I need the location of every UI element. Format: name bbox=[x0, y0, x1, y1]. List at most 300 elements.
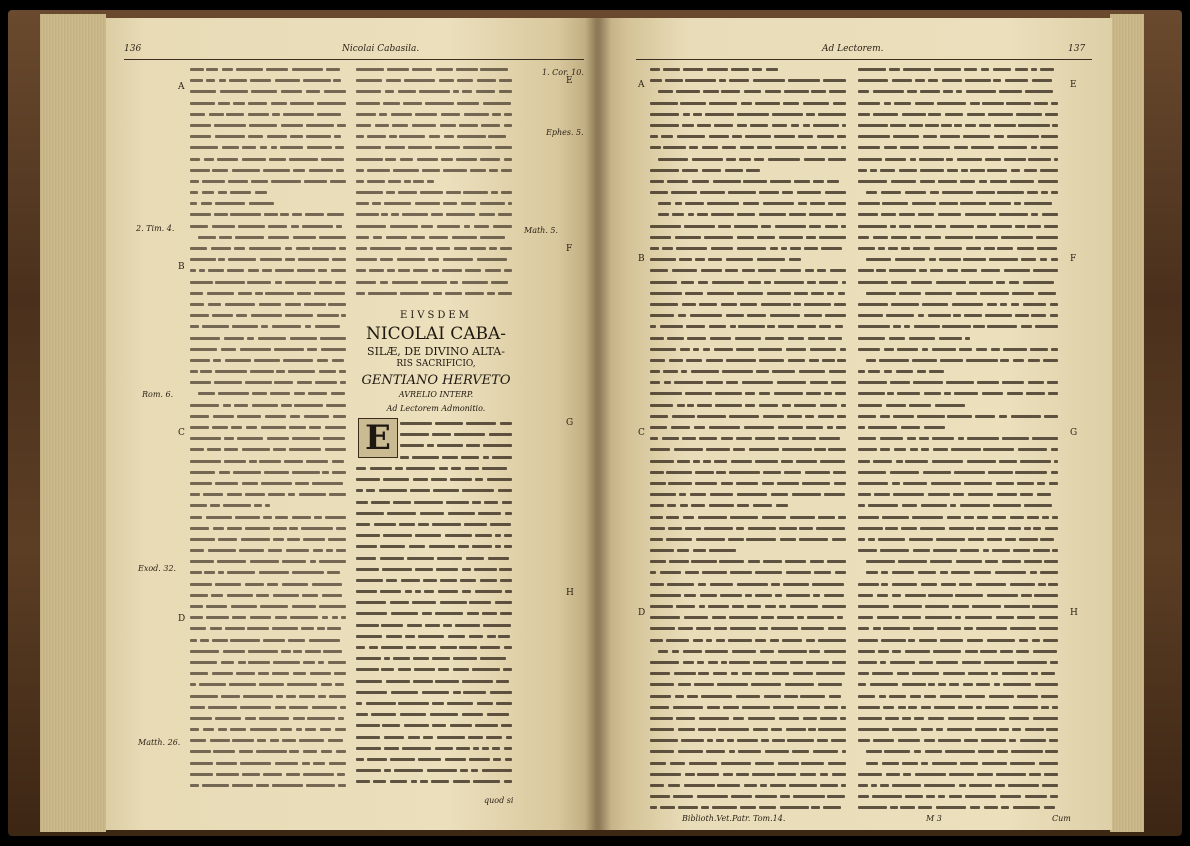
text-line bbox=[356, 463, 512, 474]
text-line bbox=[190, 232, 346, 243]
right-margin-letter-e: E bbox=[1070, 80, 1077, 90]
text-line bbox=[650, 512, 846, 523]
text-line bbox=[858, 691, 1058, 702]
heading-title-2: RIS SACRIFICIO, bbox=[396, 359, 476, 369]
text-line bbox=[356, 176, 512, 187]
text-line bbox=[356, 709, 512, 720]
text-line bbox=[858, 556, 1058, 567]
text-line bbox=[356, 743, 512, 754]
text-line bbox=[190, 109, 346, 120]
text-line bbox=[650, 187, 846, 198]
text-line bbox=[858, 254, 1058, 265]
text-line bbox=[190, 209, 346, 220]
side-note-math: Math. 5. bbox=[524, 226, 559, 235]
text-line bbox=[858, 444, 1058, 455]
text-line bbox=[190, 635, 346, 646]
text-line bbox=[650, 333, 846, 344]
text-line bbox=[356, 776, 512, 787]
text-line bbox=[650, 802, 846, 813]
text-line bbox=[190, 243, 346, 254]
heading-admonitio: Ad Lectorem Admonitio. bbox=[386, 404, 486, 413]
text-line bbox=[190, 500, 346, 511]
left-column-1 bbox=[190, 64, 346, 791]
text-line bbox=[650, 377, 846, 388]
text-line bbox=[356, 608, 512, 619]
right-page bbox=[596, 18, 1112, 830]
text-line bbox=[858, 657, 1058, 668]
text-line bbox=[190, 579, 346, 590]
text-line bbox=[858, 321, 1058, 332]
side-note-ephes: Ephes. 5. bbox=[546, 128, 584, 137]
text-line bbox=[190, 724, 346, 735]
left-catchword: quod si bbox=[484, 796, 514, 805]
text-line bbox=[190, 769, 346, 780]
text-line bbox=[858, 198, 1058, 209]
right-column-2 bbox=[858, 64, 1058, 814]
text-line bbox=[190, 489, 346, 500]
text-line bbox=[356, 530, 512, 541]
text-line bbox=[858, 388, 1058, 399]
left-running-title: Nicolai Cabasila. bbox=[342, 44, 420, 54]
left-page-number: 136 bbox=[124, 44, 142, 54]
text-line bbox=[190, 612, 346, 623]
text-line bbox=[356, 720, 512, 731]
text-line bbox=[356, 575, 512, 586]
text-line bbox=[650, 355, 846, 366]
text-line bbox=[356, 288, 512, 299]
text-line bbox=[650, 780, 846, 791]
text-line bbox=[650, 545, 846, 556]
text-line bbox=[858, 478, 1058, 489]
text-line bbox=[858, 344, 1058, 355]
text-line bbox=[190, 377, 346, 388]
text-line bbox=[190, 221, 346, 232]
text-line bbox=[190, 98, 346, 109]
left-inner-letter-g: G bbox=[566, 418, 574, 428]
text-line bbox=[650, 86, 846, 97]
text-line bbox=[650, 120, 846, 131]
text-line bbox=[190, 176, 346, 187]
text-line bbox=[190, 691, 346, 702]
text-line bbox=[650, 388, 846, 399]
left-inner-letter-h: H bbox=[566, 588, 574, 598]
text-line bbox=[356, 586, 512, 597]
text-line bbox=[400, 452, 512, 463]
text-line bbox=[858, 713, 1058, 724]
text-line bbox=[190, 758, 346, 769]
text-line bbox=[190, 590, 346, 601]
text-line bbox=[190, 400, 346, 411]
text-line bbox=[650, 724, 846, 735]
right-margin-letter-d: D bbox=[638, 608, 646, 618]
text-line bbox=[356, 485, 512, 496]
text-line bbox=[858, 176, 1058, 187]
text-line bbox=[356, 676, 512, 687]
text-line bbox=[650, 623, 846, 634]
text-line bbox=[356, 474, 512, 485]
text-line bbox=[190, 187, 346, 198]
left-margin-letter-b: B bbox=[178, 262, 185, 272]
text-line bbox=[650, 198, 846, 209]
text-line bbox=[858, 310, 1058, 321]
text-line bbox=[190, 523, 346, 534]
right-margin-letter-c: C bbox=[638, 428, 645, 438]
text-line bbox=[356, 254, 512, 265]
text-line bbox=[190, 321, 346, 332]
text-line bbox=[356, 631, 512, 642]
left-margin-letter-d: D bbox=[178, 614, 186, 624]
text-line bbox=[650, 601, 846, 612]
text-line bbox=[858, 288, 1058, 299]
text-line bbox=[858, 489, 1058, 500]
heading-title-1: SILÆ, DE DIVINO ALTA- bbox=[367, 345, 505, 358]
text-line bbox=[858, 623, 1058, 634]
side-note-tim: 2. Tim. 4. bbox=[136, 224, 175, 233]
text-line bbox=[650, 265, 846, 276]
text-line bbox=[356, 497, 512, 508]
text-line bbox=[650, 523, 846, 534]
text-line bbox=[190, 534, 346, 545]
text-line bbox=[190, 366, 346, 377]
text-line bbox=[650, 98, 846, 109]
text-line bbox=[650, 713, 846, 724]
text-line bbox=[190, 713, 346, 724]
text-line bbox=[356, 564, 512, 575]
text-line bbox=[190, 344, 346, 355]
text-line bbox=[858, 791, 1058, 802]
text-line bbox=[190, 456, 346, 467]
text-line bbox=[650, 221, 846, 232]
left-column-2-beside-initial bbox=[400, 418, 512, 463]
heading-eiusdem: EIVSDEM bbox=[400, 310, 472, 321]
left-page bbox=[106, 18, 596, 830]
text-line bbox=[356, 277, 512, 288]
text-line bbox=[650, 176, 846, 187]
text-line bbox=[650, 590, 846, 601]
text-line bbox=[190, 444, 346, 455]
text-line bbox=[858, 299, 1058, 310]
text-line bbox=[190, 265, 346, 276]
text-line bbox=[858, 120, 1058, 131]
text-line bbox=[650, 702, 846, 713]
text-line bbox=[650, 109, 846, 120]
text-line bbox=[858, 635, 1058, 646]
text-line bbox=[650, 746, 846, 757]
text-line bbox=[858, 512, 1058, 523]
text-line bbox=[356, 109, 512, 120]
text-line bbox=[858, 366, 1058, 377]
right-footer-signature: Biblioth.Vet.Patr. Tom.14. bbox=[682, 814, 786, 823]
text-line bbox=[858, 377, 1058, 388]
text-line bbox=[356, 221, 512, 232]
text-line bbox=[650, 467, 846, 478]
text-line bbox=[858, 780, 1058, 791]
text-line bbox=[858, 601, 1058, 612]
left-running-head bbox=[124, 44, 584, 58]
text-line bbox=[650, 64, 846, 75]
text-line bbox=[650, 612, 846, 623]
text-line bbox=[356, 698, 512, 709]
text-line bbox=[356, 64, 512, 75]
page-edges-right bbox=[1110, 14, 1144, 832]
text-line bbox=[858, 221, 1058, 232]
left-margin-letter-a: A bbox=[178, 82, 185, 92]
right-catchword: Cum bbox=[1052, 814, 1071, 823]
heading-interp: AVRELIO INTERP. bbox=[398, 390, 474, 399]
text-line bbox=[190, 120, 346, 131]
text-line bbox=[858, 500, 1058, 511]
text-line bbox=[650, 422, 846, 433]
text-line bbox=[650, 433, 846, 444]
text-line bbox=[858, 679, 1058, 690]
text-line bbox=[190, 746, 346, 757]
left-margin-letter-c: C bbox=[178, 428, 185, 438]
text-line bbox=[650, 400, 846, 411]
text-line bbox=[356, 232, 512, 243]
text-line bbox=[356, 86, 512, 97]
text-line bbox=[650, 75, 846, 86]
text-line bbox=[190, 702, 346, 713]
text-line bbox=[356, 765, 512, 776]
right-margin-letter-f: F bbox=[1070, 254, 1077, 264]
text-line bbox=[400, 429, 512, 440]
initial-letter-block bbox=[358, 418, 398, 458]
text-line bbox=[650, 310, 846, 321]
text-line bbox=[400, 440, 512, 451]
text-line bbox=[858, 567, 1058, 578]
text-line bbox=[858, 232, 1058, 243]
left-column-2-upper bbox=[356, 64, 512, 299]
right-margin-letter-b: B bbox=[638, 254, 645, 264]
text-line bbox=[356, 597, 512, 608]
text-line bbox=[650, 243, 846, 254]
text-line bbox=[190, 567, 346, 578]
text-line bbox=[650, 456, 846, 467]
text-line bbox=[858, 433, 1058, 444]
text-line bbox=[858, 187, 1058, 198]
text-line bbox=[858, 64, 1058, 75]
text-line bbox=[650, 444, 846, 455]
text-line bbox=[190, 735, 346, 746]
text-line bbox=[858, 98, 1058, 109]
text-line bbox=[858, 735, 1058, 746]
text-line bbox=[650, 232, 846, 243]
text-line bbox=[858, 646, 1058, 657]
text-line bbox=[858, 467, 1058, 478]
text-line bbox=[190, 433, 346, 444]
right-margin-letter-a: A bbox=[638, 80, 645, 90]
text-line bbox=[356, 98, 512, 109]
text-line bbox=[858, 702, 1058, 713]
text-line bbox=[858, 523, 1058, 534]
text-line bbox=[858, 758, 1058, 769]
left-inner-letter-f: F bbox=[566, 244, 573, 254]
text-line bbox=[650, 288, 846, 299]
text-line bbox=[356, 620, 512, 631]
text-line bbox=[356, 165, 512, 176]
right-running-title: Ad Lectorem. bbox=[822, 44, 884, 54]
right-signature-mark: M 3 bbox=[926, 814, 942, 823]
text-line bbox=[356, 243, 512, 254]
text-line bbox=[356, 687, 512, 698]
text-line bbox=[190, 467, 346, 478]
text-line bbox=[650, 142, 846, 153]
text-line bbox=[190, 422, 346, 433]
text-line bbox=[858, 333, 1058, 344]
text-line bbox=[356, 541, 512, 552]
text-line bbox=[190, 478, 346, 489]
text-line bbox=[190, 86, 346, 97]
text-line bbox=[190, 388, 346, 399]
text-line bbox=[356, 209, 512, 220]
text-line bbox=[650, 691, 846, 702]
text-line bbox=[650, 154, 846, 165]
text-line bbox=[190, 623, 346, 634]
text-line bbox=[356, 265, 512, 276]
text-line bbox=[650, 411, 846, 422]
text-line bbox=[858, 769, 1058, 780]
text-line bbox=[650, 344, 846, 355]
text-line bbox=[858, 154, 1058, 165]
text-line bbox=[858, 355, 1058, 366]
left-inner-letter-e: E bbox=[566, 76, 573, 86]
left-head-rule bbox=[124, 59, 584, 60]
text-line bbox=[858, 277, 1058, 288]
text-line bbox=[650, 131, 846, 142]
text-line bbox=[650, 769, 846, 780]
text-line bbox=[650, 478, 846, 489]
text-line bbox=[190, 310, 346, 321]
text-line bbox=[858, 265, 1058, 276]
left-column-2-lower bbox=[356, 463, 512, 787]
text-line bbox=[190, 277, 346, 288]
text-line bbox=[400, 418, 512, 429]
text-line bbox=[858, 165, 1058, 176]
text-line bbox=[858, 209, 1058, 220]
text-line bbox=[858, 724, 1058, 735]
text-line bbox=[858, 422, 1058, 433]
text-line bbox=[650, 668, 846, 679]
text-line bbox=[190, 299, 346, 310]
text-line bbox=[190, 679, 346, 690]
text-line bbox=[190, 198, 346, 209]
side-note-matth: Matth. 26. bbox=[138, 738, 181, 747]
text-line bbox=[190, 131, 346, 142]
text-line bbox=[650, 366, 846, 377]
text-line bbox=[190, 142, 346, 153]
text-line bbox=[650, 500, 846, 511]
text-line bbox=[356, 142, 512, 153]
right-page-number: 137 bbox=[1068, 44, 1086, 54]
text-line bbox=[190, 154, 346, 165]
text-line bbox=[190, 64, 346, 75]
side-note-rom: Rom. 6. bbox=[142, 390, 174, 399]
text-line bbox=[356, 664, 512, 675]
page-edges-left bbox=[40, 14, 106, 832]
text-line bbox=[356, 508, 512, 519]
text-line bbox=[650, 209, 846, 220]
text-line bbox=[356, 732, 512, 743]
text-line bbox=[650, 635, 846, 646]
text-line bbox=[356, 653, 512, 664]
text-line bbox=[356, 553, 512, 564]
text-line bbox=[858, 545, 1058, 556]
text-line bbox=[190, 165, 346, 176]
text-line bbox=[190, 355, 346, 366]
text-line bbox=[190, 668, 346, 679]
text-line bbox=[356, 75, 512, 86]
text-line bbox=[650, 567, 846, 578]
text-line bbox=[650, 735, 846, 746]
text-line bbox=[356, 642, 512, 653]
text-line bbox=[858, 243, 1058, 254]
text-line bbox=[356, 120, 512, 131]
text-line bbox=[650, 277, 846, 288]
text-line bbox=[650, 299, 846, 310]
right-running-head bbox=[636, 44, 1092, 58]
text-line bbox=[858, 612, 1058, 623]
right-margin-letter-h: H bbox=[1070, 608, 1078, 618]
text-line bbox=[356, 198, 512, 209]
text-line bbox=[858, 579, 1058, 590]
text-line bbox=[650, 534, 846, 545]
text-line bbox=[190, 545, 346, 556]
text-line bbox=[190, 512, 346, 523]
text-line bbox=[356, 131, 512, 142]
text-line bbox=[858, 109, 1058, 120]
text-line bbox=[650, 254, 846, 265]
initial-letter: E bbox=[365, 418, 391, 458]
heading-translator: GENTIANO HERVETO bbox=[361, 373, 511, 388]
text-line bbox=[650, 321, 846, 332]
text-line bbox=[190, 601, 346, 612]
text-line bbox=[650, 165, 846, 176]
text-line bbox=[858, 75, 1058, 86]
side-note-exod: Exod. 32. bbox=[138, 564, 177, 573]
text-line bbox=[650, 646, 846, 657]
text-line bbox=[190, 333, 346, 344]
book-gutter bbox=[585, 18, 611, 830]
text-line bbox=[650, 556, 846, 567]
text-line bbox=[356, 187, 512, 198]
text-line bbox=[858, 668, 1058, 679]
side-note-cor: 1. Cor. 10. bbox=[542, 68, 584, 77]
text-line bbox=[356, 154, 512, 165]
right-margin-letter-g: G bbox=[1070, 428, 1078, 438]
text-line bbox=[650, 758, 846, 769]
text-line bbox=[650, 657, 846, 668]
text-line bbox=[356, 754, 512, 765]
text-line bbox=[858, 411, 1058, 422]
text-line bbox=[650, 489, 846, 500]
text-line bbox=[858, 456, 1058, 467]
text-line bbox=[858, 590, 1058, 601]
text-line bbox=[650, 791, 846, 802]
text-line bbox=[858, 86, 1058, 97]
text-line bbox=[190, 780, 346, 791]
text-line bbox=[858, 746, 1058, 757]
text-line bbox=[356, 519, 512, 530]
text-line bbox=[858, 142, 1058, 153]
text-line bbox=[650, 579, 846, 590]
text-line bbox=[190, 75, 346, 86]
text-line bbox=[858, 534, 1058, 545]
text-line bbox=[190, 646, 346, 657]
heading-author: NICOLAI CABA- bbox=[365, 324, 507, 344]
text-line bbox=[190, 657, 346, 668]
text-line bbox=[190, 411, 346, 422]
text-line bbox=[190, 556, 346, 567]
